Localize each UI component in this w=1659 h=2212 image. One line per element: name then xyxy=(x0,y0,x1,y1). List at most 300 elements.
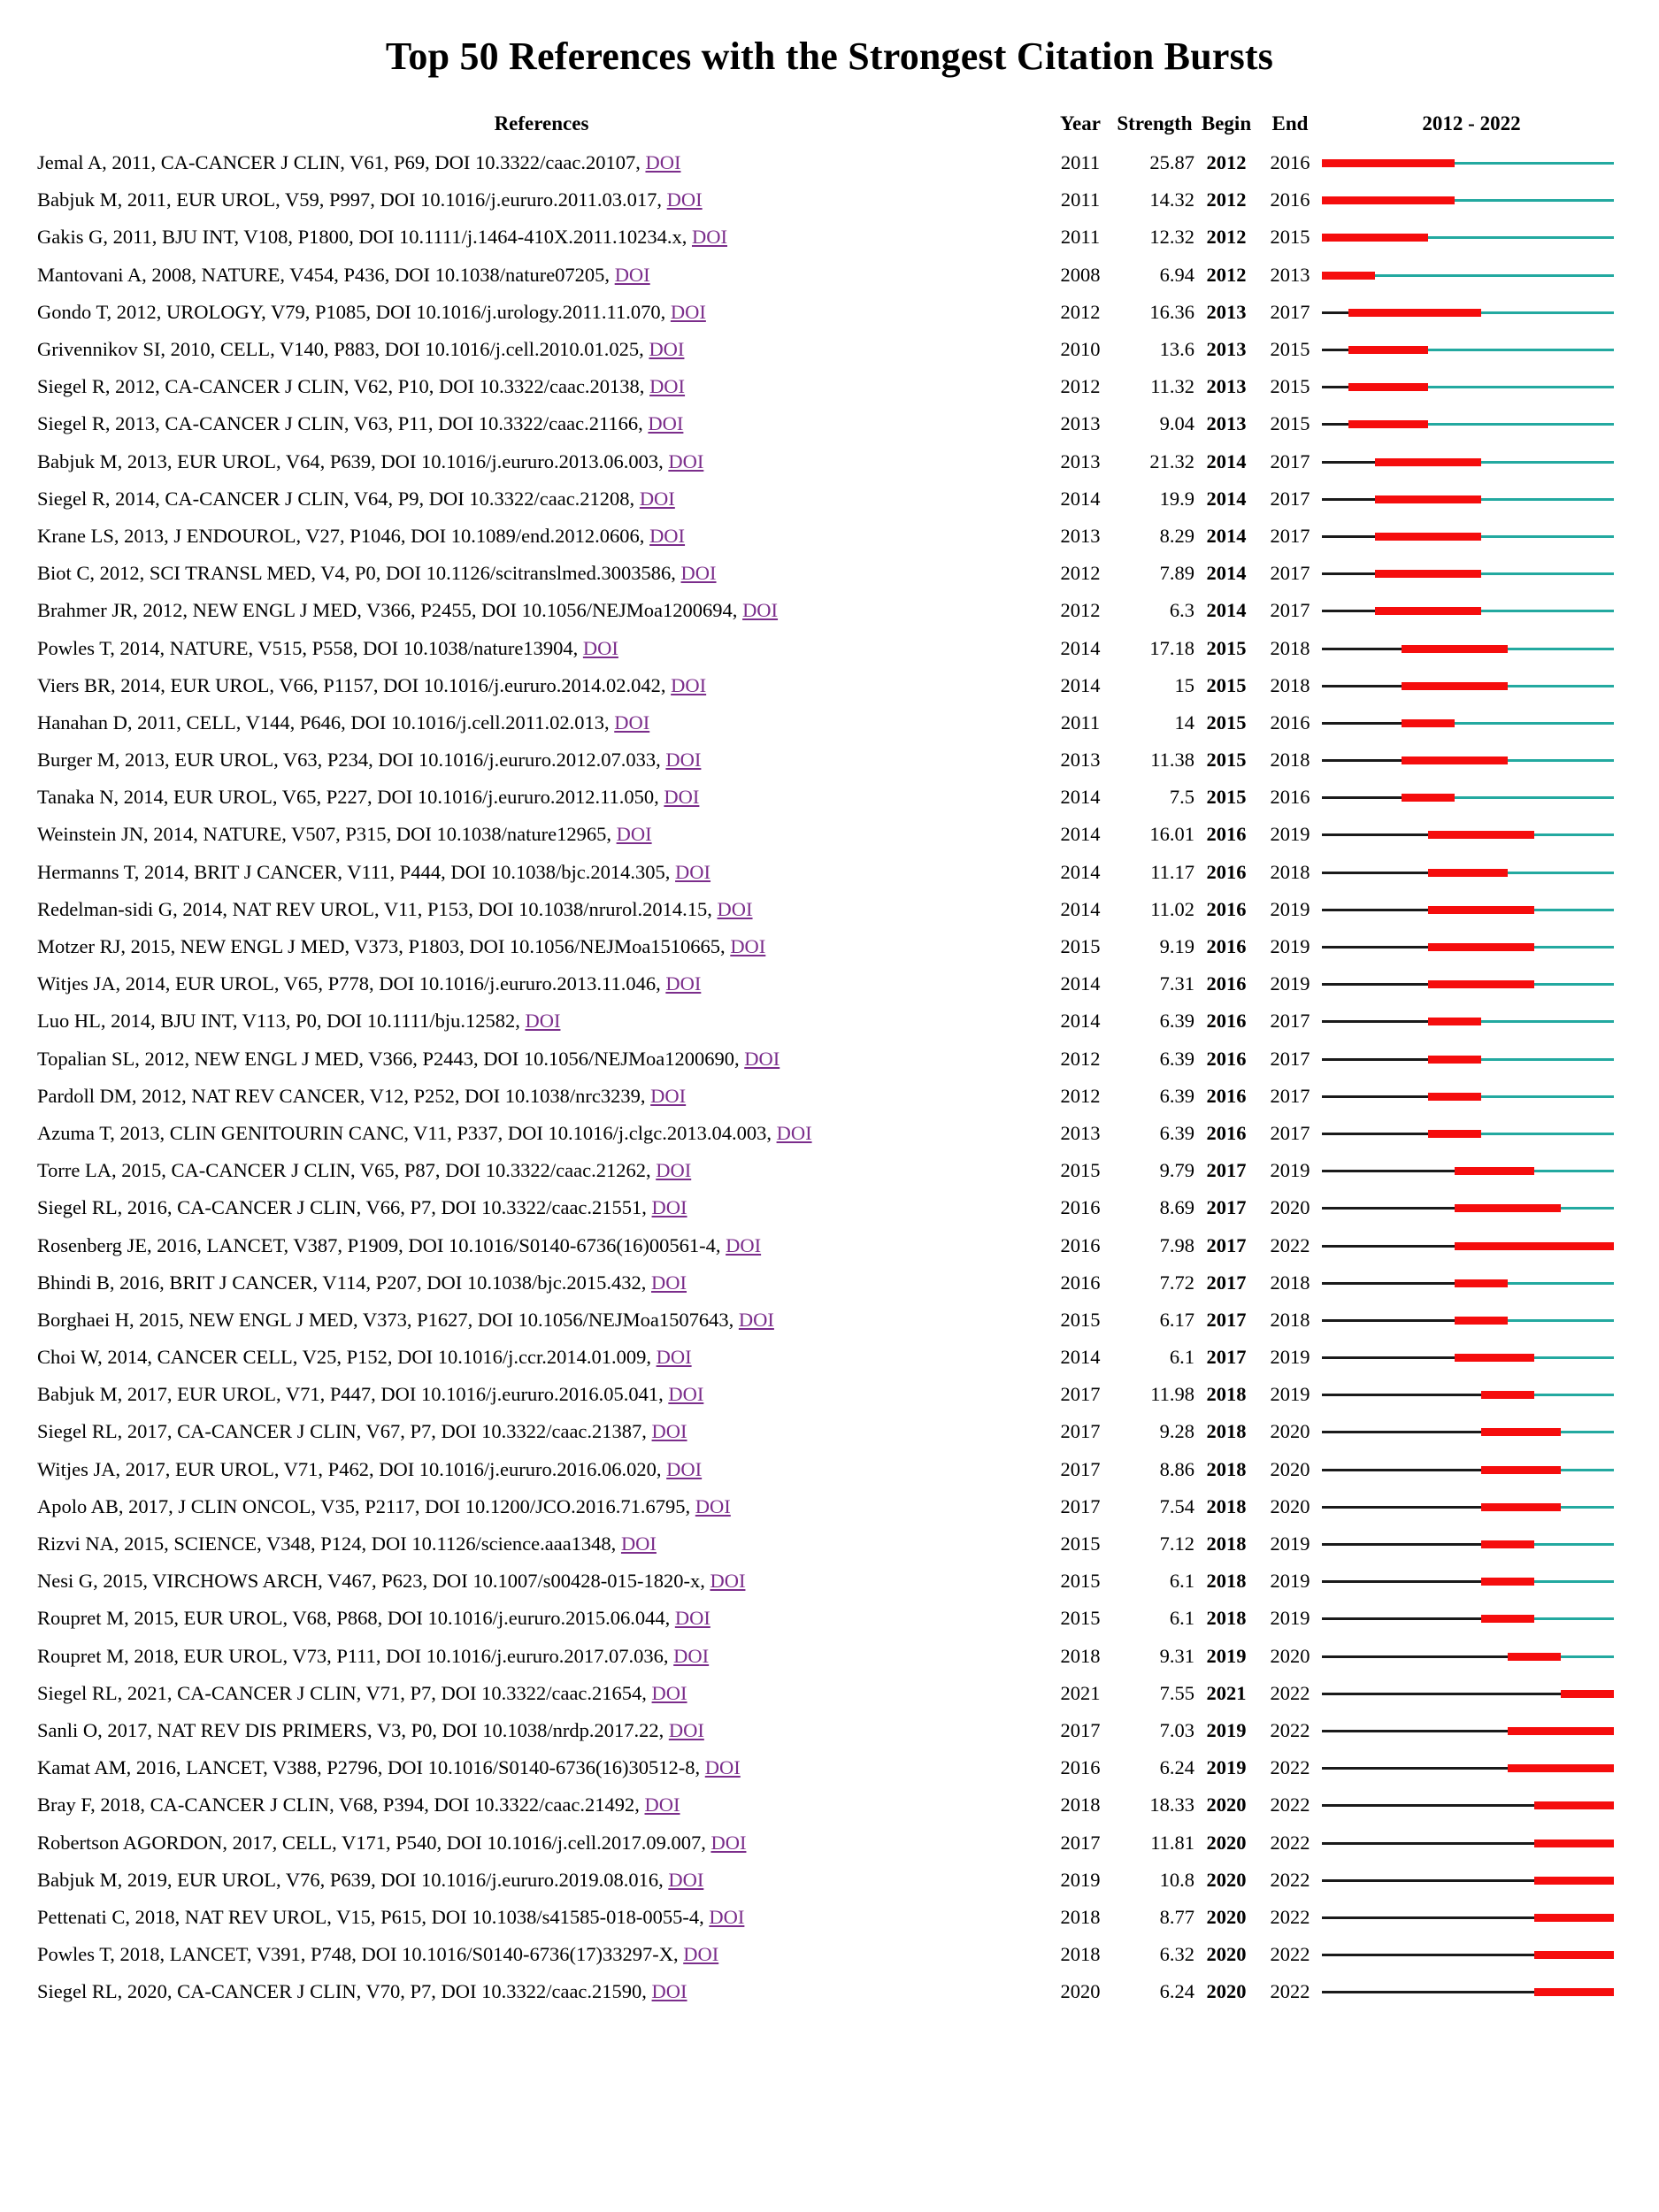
table-row xyxy=(37,1376,1621,1413)
timeline-cell xyxy=(1322,1675,1621,1712)
doi-link[interactable]: DOI xyxy=(744,1047,780,1070)
timeline-cell xyxy=(1322,1712,1621,1749)
reference-cell xyxy=(37,928,1046,965)
reference-cell xyxy=(37,1413,1046,1450)
table-row xyxy=(37,1824,1621,1861)
pre-burst-segment xyxy=(1322,1767,1508,1770)
reference-text: Gakis G, 2011, BJU INT, V108, P1800, DOI 10.1111/j.1464-410X.2011.10234.x, xyxy=(37,226,687,249)
doi-link[interactable]: DOI xyxy=(673,1644,710,1667)
burst-segment xyxy=(1375,570,1481,578)
strength-cell: 7.03 xyxy=(1159,1718,1194,1741)
burst-segment xyxy=(1375,458,1481,466)
doi-link[interactable]: DOI xyxy=(614,263,650,286)
table-row xyxy=(37,1339,1621,1376)
strength-cell: 6.1 xyxy=(1169,1607,1194,1630)
doi-link[interactable]: DOI xyxy=(648,412,684,435)
doi-link[interactable]: DOI xyxy=(717,897,753,920)
timeline-cell xyxy=(1322,144,1621,181)
burst-segment xyxy=(1375,495,1481,503)
year-cell: 2012 xyxy=(1060,562,1101,585)
reference-cell xyxy=(37,1638,1046,1675)
timeline-cell xyxy=(1322,965,1621,1002)
doi-link[interactable]: DOI xyxy=(668,449,704,472)
post-burst-segment xyxy=(1508,1282,1614,1285)
begin-cell: 2017 xyxy=(1206,1271,1247,1294)
burst-timeline xyxy=(1322,1413,1614,1450)
doi-link[interactable]: DOI xyxy=(649,338,685,361)
table-row xyxy=(37,1041,1621,1078)
doi-link[interactable]: DOI xyxy=(668,1718,704,1741)
timeline-cell xyxy=(1322,592,1621,629)
year-cell: 2018 xyxy=(1060,1793,1101,1816)
table-row xyxy=(37,1899,1621,1936)
doi-link[interactable]: DOI xyxy=(666,188,703,211)
burst-timeline xyxy=(1322,667,1614,704)
pre-burst-segment xyxy=(1322,1469,1481,1471)
end-cell: 2022 xyxy=(1270,1681,1310,1704)
reference-text: Mantovani A, 2008, NATURE, V454, P436, DOI 10.1038/nature07205, xyxy=(37,263,611,286)
begin-cell: 2015 xyxy=(1206,786,1247,809)
reference-text: Witjes JA, 2014, EUR UROL, V65, P778, DOI 10.1016/j.eururo.2013.11.046, xyxy=(37,972,661,995)
burst-timeline xyxy=(1322,331,1614,368)
burst-segment xyxy=(1428,869,1508,877)
pre-burst-segment xyxy=(1322,498,1375,501)
year-cell: 2021 xyxy=(1060,1681,1101,1704)
burst-timeline xyxy=(1322,1749,1614,1786)
strength-cell: 9.31 xyxy=(1159,1644,1194,1667)
timeline-cell xyxy=(1322,741,1621,779)
doi-link[interactable]: DOI xyxy=(664,786,700,809)
timeline-cell xyxy=(1322,1226,1621,1263)
pre-burst-segment xyxy=(1322,1170,1455,1172)
timeline-cell xyxy=(1322,331,1621,368)
timeline-cell xyxy=(1322,443,1621,480)
year-cell: 2014 xyxy=(1060,1346,1101,1369)
begin-cell: 2014 xyxy=(1206,524,1247,547)
timeline-cell xyxy=(1322,629,1621,666)
doi-link[interactable]: DOI xyxy=(709,1905,745,1928)
burst-timeline xyxy=(1322,1525,1614,1563)
doi-link[interactable]: DOI xyxy=(671,673,707,696)
begin-cell: 2017 xyxy=(1206,1346,1247,1369)
begin-cell: 2013 xyxy=(1206,412,1247,435)
strength-cell: 6.1 xyxy=(1169,1570,1194,1593)
pre-burst-segment xyxy=(1322,685,1402,687)
strength-cell: 19.9 xyxy=(1159,487,1194,510)
reference-text: Roupret M, 2015, EUR UROL, V68, P868, DOI 10.1016/j.eururo.2015.06.044, xyxy=(37,1607,671,1630)
pre-burst-segment xyxy=(1322,1655,1508,1658)
reference-text: Sanli O, 2017, NAT REV DIS PRIMERS, V3, P0, DOI 10.1038/nrdp.2017.22, xyxy=(37,1718,664,1741)
end-cell: 2019 xyxy=(1270,1346,1310,1369)
table-row xyxy=(37,331,1621,368)
burst-segment xyxy=(1455,1204,1561,1212)
doi-link[interactable]: DOI xyxy=(666,1457,703,1480)
year-cell: 2016 xyxy=(1060,1233,1101,1256)
burst-timeline xyxy=(1322,741,1614,779)
end-cell: 2022 xyxy=(1270,1718,1310,1741)
doi-link[interactable]: DOI xyxy=(525,1010,561,1033)
table-row xyxy=(37,1264,1621,1302)
reference-cell xyxy=(37,1525,1046,1563)
year-cell: 2017 xyxy=(1060,1718,1101,1741)
timeline-cell xyxy=(1322,219,1621,256)
burst-segment xyxy=(1481,1615,1534,1623)
burst-segment xyxy=(1322,159,1455,167)
doi-link[interactable]: DOI xyxy=(656,1346,692,1369)
post-burst-segment xyxy=(1534,983,1614,986)
timeline-cell xyxy=(1322,1451,1621,1488)
end-cell: 2018 xyxy=(1270,1271,1310,1294)
burst-segment xyxy=(1322,196,1455,204)
table-row xyxy=(37,629,1621,666)
burst-segment xyxy=(1402,719,1455,727)
timeline-cell xyxy=(1322,1936,1621,1973)
post-burst-segment xyxy=(1534,1170,1614,1172)
burst-timeline xyxy=(1322,1227,1614,1264)
begin-cell: 2012 xyxy=(1206,151,1247,174)
year-cell: 2017 xyxy=(1060,1420,1101,1443)
pre-burst-segment xyxy=(1322,535,1375,538)
begin-cell: 2020 xyxy=(1206,1831,1247,1854)
end-cell: 2017 xyxy=(1270,300,1310,323)
burst-timeline xyxy=(1322,368,1614,405)
doi-link[interactable]: DOI xyxy=(582,636,618,659)
pre-burst-segment xyxy=(1322,1356,1455,1359)
pre-burst-segment xyxy=(1322,872,1428,874)
begin-cell: 2015 xyxy=(1206,636,1247,659)
doi-link[interactable]: DOI xyxy=(651,1681,687,1704)
end-cell: 2018 xyxy=(1270,636,1310,659)
burst-timeline xyxy=(1322,219,1614,256)
burst-segment xyxy=(1322,272,1375,280)
pre-burst-segment xyxy=(1322,1730,1508,1732)
strength-cell: 14 xyxy=(1174,710,1194,733)
year-cell: 2015 xyxy=(1060,1570,1101,1593)
burst-segment xyxy=(1508,1764,1614,1772)
burst-segment xyxy=(1534,1914,1614,1922)
reference-text: Kamat AM, 2016, LANCET, V388, P2796, DOI 10.1016/S0140-6736(16)30512-8, xyxy=(37,1756,701,1779)
doi-link[interactable]: DOI xyxy=(675,860,711,883)
doi-link[interactable]: DOI xyxy=(644,1793,680,1816)
post-burst-segment xyxy=(1455,796,1614,799)
timeline-cell xyxy=(1322,1413,1621,1450)
strength-cell: 7.89 xyxy=(1159,562,1194,585)
year-cell: 2015 xyxy=(1060,935,1101,958)
doi-link[interactable]: DOI xyxy=(776,1121,812,1144)
burst-segment xyxy=(1481,1428,1561,1436)
year-cell: 2018 xyxy=(1060,1905,1101,1928)
end-cell: 2017 xyxy=(1270,1047,1310,1070)
timeline-cell xyxy=(1322,1563,1621,1600)
pre-burst-segment xyxy=(1322,386,1348,388)
reference-cell xyxy=(37,1600,1046,1637)
post-burst-segment xyxy=(1481,1058,1614,1061)
reference-cell xyxy=(37,1824,1046,1861)
end-cell: 2018 xyxy=(1270,749,1310,772)
doi-link[interactable]: DOI xyxy=(649,524,686,547)
begin-cell: 2017 xyxy=(1206,1159,1247,1182)
post-burst-segment xyxy=(1455,722,1614,725)
strength-cell: 8.86 xyxy=(1159,1457,1194,1480)
pre-burst-segment xyxy=(1322,1282,1455,1285)
end-cell: 2019 xyxy=(1270,823,1310,846)
begin-cell: 2017 xyxy=(1206,1196,1247,1219)
table-row xyxy=(37,1302,1621,1339)
strength-cell: 7.12 xyxy=(1159,1532,1194,1555)
doi-link[interactable]: DOI xyxy=(695,1494,731,1517)
begin-cell: 2012 xyxy=(1206,226,1247,249)
end-cell: 2019 xyxy=(1270,1159,1310,1182)
reference-text: Rizvi NA, 2015, SCIENCE, V348, P124, DOI 10.1126/science.aaa1348, xyxy=(37,1532,617,1555)
doi-link[interactable]: DOI xyxy=(680,562,717,585)
timeline-cell xyxy=(1322,1189,1621,1226)
strength-cell: 10.8 xyxy=(1159,1868,1194,1891)
doi-link[interactable]: DOI xyxy=(665,972,702,995)
strength-cell: 6.94 xyxy=(1159,263,1194,286)
pre-burst-segment xyxy=(1322,1842,1534,1845)
doi-link[interactable]: DOI xyxy=(668,1383,704,1406)
timeline-cell xyxy=(1322,1525,1621,1563)
strength-cell: 6.39 xyxy=(1159,1010,1194,1033)
table-row xyxy=(37,181,1621,219)
doi-link[interactable]: DOI xyxy=(656,1159,692,1182)
burst-segment xyxy=(1561,1690,1614,1698)
year-cell: 2014 xyxy=(1060,487,1101,510)
end-cell: 2022 xyxy=(1270,1943,1310,1966)
burst-timeline xyxy=(1322,592,1614,629)
begin-cell: 2018 xyxy=(1206,1607,1247,1630)
burst-timeline xyxy=(1322,294,1614,331)
page-title: Top 50 References with the Strongest Citation Bursts xyxy=(385,35,1274,78)
strength-cell: 9.28 xyxy=(1159,1420,1194,1443)
reference-text: Apolo AB, 2017, J CLIN ONCOL, V35, P2117, DOI 10.1200/JCO.2016.71.6795, xyxy=(37,1494,691,1517)
reference-text: Bhindi B, 2016, BRIT J CANCER, V114, P207, DOI 10.1038/bjc.2015.432, xyxy=(37,1271,647,1294)
post-burst-segment xyxy=(1481,610,1614,612)
doi-link[interactable]: DOI xyxy=(616,823,652,846)
strength-cell: 25.87 xyxy=(1149,151,1194,174)
end-cell: 2022 xyxy=(1270,1905,1310,1928)
post-burst-segment xyxy=(1481,572,1614,575)
begin-cell: 2017 xyxy=(1206,1308,1247,1331)
doi-link[interactable]: DOI xyxy=(651,1420,687,1443)
year-cell: 2014 xyxy=(1060,636,1101,659)
post-burst-segment xyxy=(1561,1506,1614,1509)
burst-segment xyxy=(1428,906,1534,914)
post-burst-segment xyxy=(1534,1617,1614,1620)
end-cell: 2017 xyxy=(1270,1121,1310,1144)
doi-link[interactable]: DOI xyxy=(650,1084,687,1107)
strength-cell: 8.77 xyxy=(1159,1905,1194,1928)
doi-link[interactable]: DOI xyxy=(665,749,702,772)
table-row xyxy=(37,1600,1621,1637)
burst-timeline xyxy=(1322,1078,1614,1115)
pre-burst-segment xyxy=(1322,610,1375,612)
table-row xyxy=(37,1563,1621,1600)
pre-burst-segment xyxy=(1322,311,1348,314)
post-burst-segment xyxy=(1508,648,1614,650)
begin-cell: 2013 xyxy=(1206,300,1247,323)
doi-link[interactable]: DOI xyxy=(726,1233,762,1256)
begin-cell: 2013 xyxy=(1206,338,1247,361)
post-burst-segment xyxy=(1375,274,1614,277)
doi-link[interactable]: DOI xyxy=(691,226,727,249)
end-cell: 2018 xyxy=(1270,860,1310,883)
burst-timeline xyxy=(1322,518,1614,555)
doi-link[interactable]: DOI xyxy=(670,300,706,323)
doi-link[interactable]: DOI xyxy=(710,1831,747,1854)
burst-segment xyxy=(1428,831,1534,839)
reference-cell xyxy=(37,1078,1046,1115)
burst-timeline xyxy=(1322,704,1614,741)
burst-segment xyxy=(1455,1279,1508,1287)
doi-link[interactable]: DOI xyxy=(649,375,686,398)
strength-cell: 11.38 xyxy=(1150,749,1194,772)
burst-segment xyxy=(1534,1988,1614,1996)
reference-text: Siegel RL, 2016, CA-CANCER J CLIN, V66, P7, DOI 10.3322/caac.21551, xyxy=(37,1196,647,1219)
burst-timeline xyxy=(1322,1712,1614,1749)
timeline-cell xyxy=(1322,1862,1621,1899)
post-burst-segment xyxy=(1534,1356,1614,1359)
end-cell: 2020 xyxy=(1270,1644,1310,1667)
doi-link[interactable]: DOI xyxy=(651,1196,687,1219)
post-burst-segment xyxy=(1561,1469,1614,1471)
burst-timeline xyxy=(1322,1152,1614,1189)
table-row xyxy=(37,1115,1621,1152)
pre-burst-segment xyxy=(1322,1693,1561,1695)
year-cell: 2016 xyxy=(1060,1756,1101,1779)
doi-link[interactable]: DOI xyxy=(674,1607,710,1630)
begin-cell: 2012 xyxy=(1206,263,1247,286)
doi-link[interactable]: DOI xyxy=(730,935,766,958)
end-cell: 2022 xyxy=(1270,1980,1310,2003)
burst-segment xyxy=(1348,309,1481,317)
doi-link[interactable]: DOI xyxy=(651,1980,687,2003)
timeline-cell xyxy=(1322,1264,1621,1302)
doi-link[interactable]: DOI xyxy=(668,1868,704,1891)
post-burst-segment xyxy=(1455,162,1614,165)
reference-cell xyxy=(37,741,1046,779)
strength-cell: 6.32 xyxy=(1159,1943,1194,1966)
column-header-references: References xyxy=(494,112,589,134)
year-cell: 2020 xyxy=(1060,1980,1101,2003)
timeline-cell xyxy=(1322,1041,1621,1078)
end-cell: 2019 xyxy=(1270,1570,1310,1593)
post-burst-segment xyxy=(1561,1431,1614,1433)
year-cell: 2013 xyxy=(1060,412,1101,435)
end-cell: 2022 xyxy=(1270,1831,1310,1854)
strength-cell: 11.02 xyxy=(1150,897,1194,920)
year-cell: 2017 xyxy=(1060,1831,1101,1854)
reference-text: Siegel R, 2012, CA-CANCER J CLIN, V62, P10, DOI 10.3322/caac.20138, xyxy=(37,375,645,398)
pre-burst-segment xyxy=(1322,983,1428,986)
burst-timeline xyxy=(1322,1041,1614,1078)
doi-link[interactable]: DOI xyxy=(614,710,650,733)
reference-text: Siegel RL, 2017, CA-CANCER J CLIN, V67, P7, DOI 10.3322/caac.21387, xyxy=(37,1420,647,1443)
burst-timeline xyxy=(1322,891,1614,928)
post-burst-segment xyxy=(1534,1580,1614,1583)
pre-burst-segment xyxy=(1322,1133,1428,1135)
strength-cell: 18.33 xyxy=(1149,1793,1194,1816)
year-cell: 2014 xyxy=(1060,786,1101,809)
doi-link[interactable]: DOI xyxy=(710,1570,746,1593)
doi-link[interactable]: DOI xyxy=(651,1271,687,1294)
strength-cell: 15 xyxy=(1174,673,1194,696)
reference-text: Topalian SL, 2012, NEW ENGL J MED, V366, P2443, DOI 10.1056/NEJMoa1200690, xyxy=(37,1047,740,1070)
end-cell: 2020 xyxy=(1270,1457,1310,1480)
pre-burst-segment xyxy=(1322,1058,1428,1061)
year-cell: 2011 xyxy=(1060,188,1101,211)
doi-link[interactable]: DOI xyxy=(645,151,681,174)
begin-cell: 2021 xyxy=(1206,1681,1247,1704)
burst-timeline xyxy=(1322,257,1614,294)
reference-cell xyxy=(37,1675,1046,1712)
pre-burst-segment xyxy=(1322,1319,1455,1322)
pre-burst-segment xyxy=(1322,1879,1534,1882)
burst-segment xyxy=(1402,757,1508,764)
doi-link[interactable]: DOI xyxy=(620,1532,657,1555)
end-cell: 2022 xyxy=(1270,1233,1310,1256)
table-body xyxy=(37,144,1621,2010)
end-cell: 2020 xyxy=(1270,1196,1310,1219)
timeline-cell xyxy=(1322,1973,1621,2010)
timeline-cell xyxy=(1322,1339,1621,1376)
timeline-cell xyxy=(1322,1002,1621,1040)
begin-cell: 2014 xyxy=(1206,487,1247,510)
year-cell: 2013 xyxy=(1060,749,1101,772)
reference-cell xyxy=(37,257,1046,294)
reference-text: Choi W, 2014, CANCER CELL, V25, P152, DOI 10.1016/j.ccr.2014.01.009, xyxy=(37,1346,651,1369)
reference-cell xyxy=(37,1749,1046,1786)
timeline-cell xyxy=(1322,368,1621,405)
post-burst-segment xyxy=(1481,1095,1614,1098)
doi-link[interactable]: DOI xyxy=(704,1756,741,1779)
timeline-cell xyxy=(1322,257,1621,294)
timeline-cell xyxy=(1322,294,1621,331)
burst-timeline xyxy=(1322,965,1614,1002)
burst-timeline xyxy=(1322,1339,1614,1376)
strength-cell: 6.39 xyxy=(1159,1121,1194,1144)
reference-cell xyxy=(37,181,1046,219)
timeline-cell xyxy=(1322,480,1621,518)
doi-link[interactable]: DOI xyxy=(639,487,675,510)
strength-cell: 7.98 xyxy=(1159,1233,1194,1256)
burst-segment xyxy=(1481,1578,1534,1586)
burst-segment xyxy=(1481,1391,1534,1399)
doi-link[interactable]: DOI xyxy=(738,1308,774,1331)
strength-cell: 6.24 xyxy=(1159,1756,1194,1779)
begin-cell: 2016 xyxy=(1206,823,1247,846)
year-cell: 2013 xyxy=(1060,449,1101,472)
year-cell: 2011 xyxy=(1060,151,1101,174)
reference-text: Powles T, 2014, NATURE, V515, P558, DOI 10.1038/nature13904, xyxy=(37,636,579,659)
end-cell: 2022 xyxy=(1270,1868,1310,1891)
doi-link[interactable]: DOI xyxy=(742,599,779,622)
begin-cell: 2016 xyxy=(1206,1121,1247,1144)
begin-cell: 2018 xyxy=(1206,1457,1247,1480)
begin-cell: 2018 xyxy=(1206,1494,1247,1517)
burst-timeline xyxy=(1322,144,1614,181)
table-row xyxy=(37,965,1621,1002)
table-row xyxy=(37,555,1621,592)
strength-cell: 12.32 xyxy=(1149,226,1194,249)
post-burst-segment xyxy=(1481,311,1614,314)
doi-link[interactable]: DOI xyxy=(683,1943,719,1966)
begin-cell: 2018 xyxy=(1206,1532,1247,1555)
column-header-timeline: 2012 - 2022 xyxy=(1422,112,1521,134)
strength-cell: 11.81 xyxy=(1150,1831,1194,1854)
burst-timeline xyxy=(1322,779,1614,816)
burst-timeline xyxy=(1322,854,1614,891)
